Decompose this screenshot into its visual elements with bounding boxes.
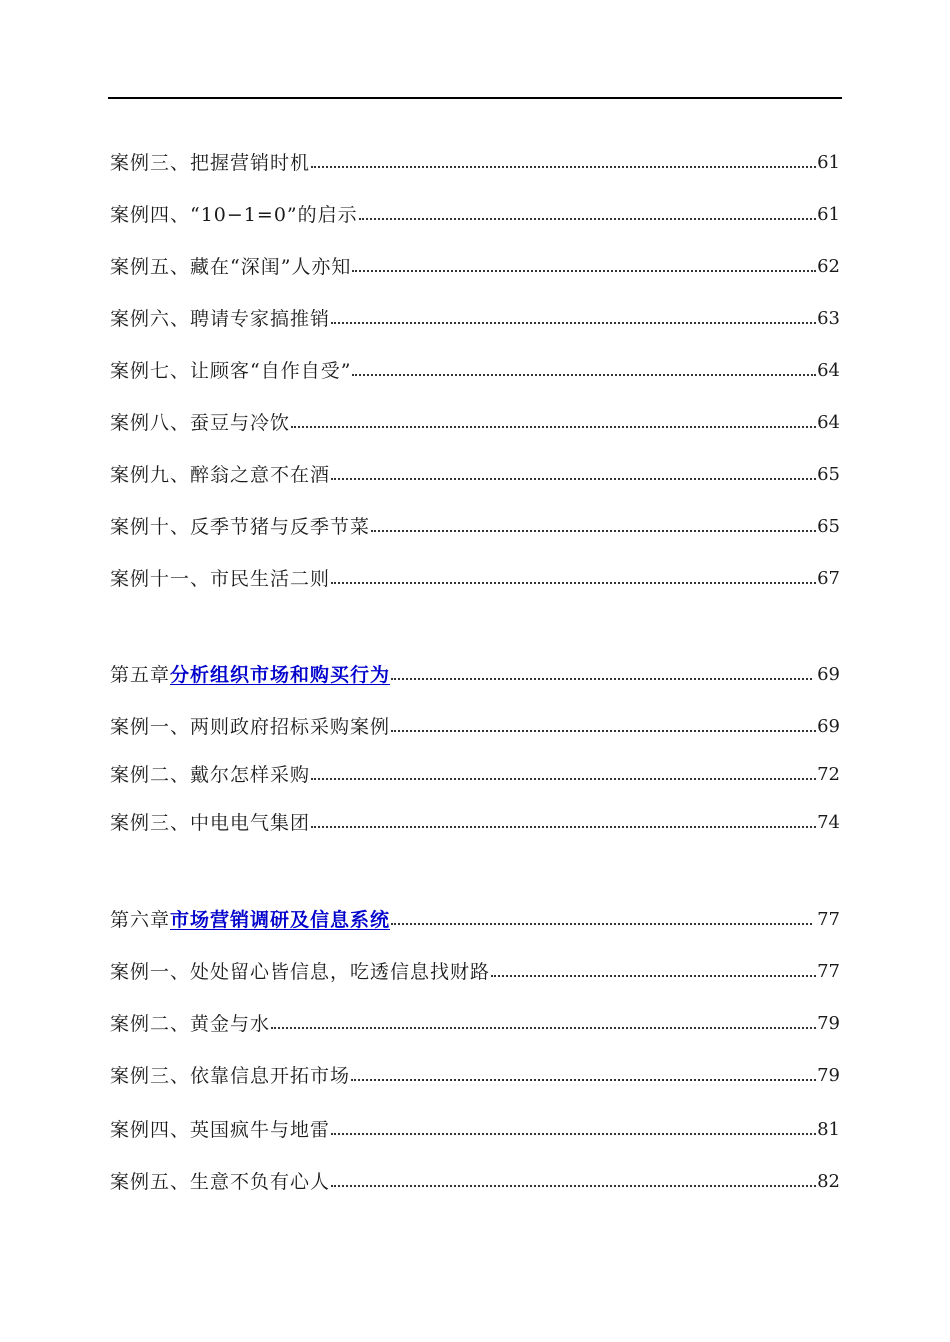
toc-entry-label: 案例九、醉翁之意不在酒 <box>110 464 331 486</box>
dot-leader <box>331 305 816 333</box>
dot-leader <box>491 958 816 986</box>
dot-leader <box>331 461 816 489</box>
toc-entry[interactable] <box>110 565 840 593</box>
chapter-title-link[interactable]: 市场营销调研及信息系统 <box>170 909 391 931</box>
toc-entry[interactable] <box>110 357 840 385</box>
dot-leader <box>291 409 816 437</box>
dot-leader <box>331 1116 816 1144</box>
toc-page-number: 74 <box>817 812 840 833</box>
chapter-title-link[interactable]: 分析组织市场和购买行为 <box>170 664 391 686</box>
chapter-number: 第六章 <box>110 909 171 931</box>
toc-entry-label: 案例四、“10−1=0”的启示 <box>110 204 358 226</box>
toc-entry-label: 案例十一、市民生活二则 <box>110 568 331 590</box>
toc-entry[interactable] <box>110 958 840 986</box>
toc-entry-label: 案例三、中电电气集团 <box>110 812 311 834</box>
toc-page-number: 67 <box>817 568 840 589</box>
dot-leader <box>371 513 816 541</box>
toc-page-number: 65 <box>817 464 840 485</box>
toc-page-number: 62 <box>817 256 840 277</box>
dot-leader <box>391 713 816 741</box>
toc-entry-label: 案例六、聘请专家搞推销 <box>110 308 331 330</box>
toc-entry[interactable] <box>110 1116 840 1144</box>
toc-page-number: 61 <box>817 152 840 173</box>
toc-entry[interactable] <box>110 1168 840 1196</box>
chapter-number: 第五章 <box>110 664 171 686</box>
toc-entry[interactable] <box>110 409 840 437</box>
toc-entry-label: 案例二、黄金与水 <box>110 1013 271 1035</box>
toc-entry[interactable] <box>110 305 840 333</box>
toc-entry-label: 案例四、英国疯牛与地雷 <box>110 1119 331 1141</box>
toc-entry[interactable] <box>110 1010 840 1038</box>
toc-entry[interactable] <box>110 149 840 177</box>
dot-leader <box>352 357 816 385</box>
toc-entry-label: 案例三、把握营销时机 <box>110 152 311 174</box>
toc-entry-label: 案例二、戴尔怎样采购 <box>110 764 311 786</box>
toc-page-number: 81 <box>817 1119 840 1140</box>
toc-entry[interactable] <box>110 253 840 281</box>
toc-page-number: 77 <box>817 961 840 982</box>
toc-entry-label: 案例八、蚕豆与冷饮 <box>110 412 291 434</box>
toc-entry-label: 案例五、藏在“深闺”人亦知 <box>110 256 352 278</box>
toc-page-number: 69 <box>817 664 840 685</box>
toc-entry[interactable] <box>110 513 840 541</box>
toc-chapter-entry[interactable] <box>110 661 840 689</box>
toc-page-number: 69 <box>817 716 840 737</box>
toc-page-number: 79 <box>817 1013 840 1034</box>
toc-entry-label: 案例一、两则政府招标采购案例 <box>110 716 391 738</box>
toc-page-number: 72 <box>817 764 840 785</box>
toc-entry-label: 案例五、生意不负有心人 <box>110 1171 331 1193</box>
toc-entry[interactable] <box>110 201 840 229</box>
toc-entry[interactable] <box>110 1062 840 1090</box>
toc-entry-label: 案例七、让顾客“自作自受” <box>110 360 352 382</box>
toc-page-number: 82 <box>817 1171 840 1192</box>
toc-page-number: 65 <box>817 516 840 537</box>
toc-chapter-entry[interactable] <box>110 906 840 934</box>
toc-page-number: 79 <box>817 1065 840 1086</box>
dot-leader <box>311 149 816 177</box>
toc-page-number: 64 <box>817 412 840 433</box>
toc-entry[interactable] <box>110 461 840 489</box>
dot-leader <box>331 565 816 593</box>
toc-entry-label: 案例十、反季节猪与反季节菜 <box>110 516 371 538</box>
header-rule <box>108 97 842 99</box>
toc-page-number: 61 <box>817 204 840 225</box>
dot-leader <box>331 1168 816 1196</box>
dot-leader <box>351 1062 816 1090</box>
toc-entry-label: 案例一、处处留心皆信息，吃透信息找财路 <box>110 961 491 983</box>
toc-entry-label: 案例三、依靠信息开拓市场 <box>110 1065 351 1087</box>
toc-entry[interactable] <box>110 713 840 741</box>
dot-leader <box>391 906 812 934</box>
toc-entry[interactable] <box>110 761 840 789</box>
toc-page-number: 63 <box>817 308 840 329</box>
dot-leader <box>352 253 816 281</box>
dot-leader <box>311 809 816 837</box>
toc-entry[interactable] <box>110 809 840 837</box>
toc-page-number: 64 <box>817 360 840 381</box>
dot-leader <box>359 201 816 229</box>
dot-leader <box>391 661 812 689</box>
dot-leader <box>311 761 816 789</box>
toc-page-number: 77 <box>817 909 840 930</box>
dot-leader <box>271 1010 816 1038</box>
